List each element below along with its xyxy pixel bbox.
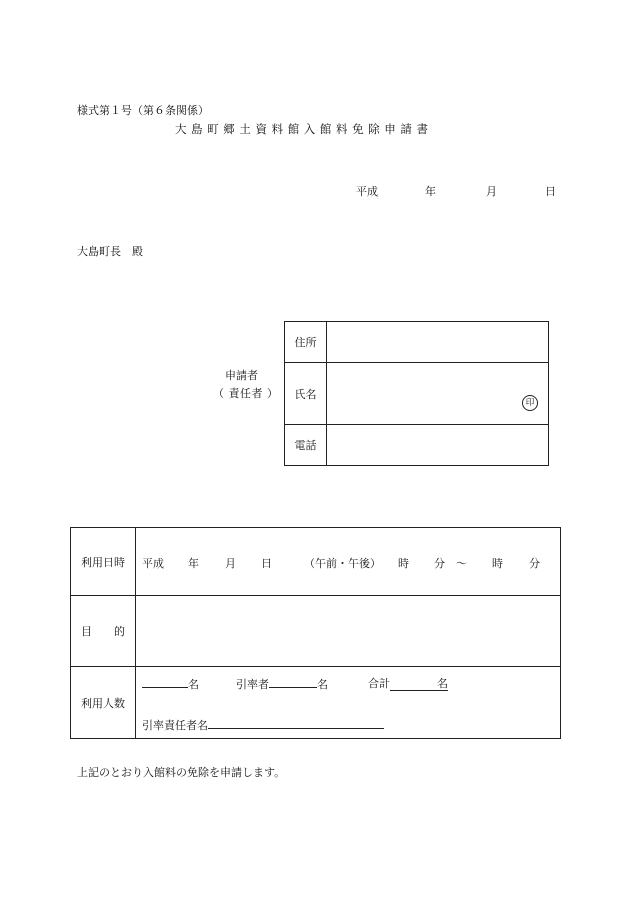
phone-label: 電話 [285, 425, 327, 466]
name-field[interactable] [327, 363, 549, 425]
dt-minute-start: 分 [434, 557, 445, 570]
dt-year: 年 [188, 557, 199, 570]
total-count-blank[interactable] [390, 675, 437, 687]
document-title: 大島町郷土資料館入館料免除申請書 [175, 122, 433, 136]
date-day-label: 日 [545, 185, 556, 198]
dt-tilde: ～ [456, 557, 467, 570]
date-year-label: 年 [425, 185, 436, 198]
address-label: 住所 [285, 322, 327, 363]
count-unit-2: 名 [317, 678, 328, 691]
usage-table [70, 527, 561, 739]
dt-day: 日 [261, 557, 272, 570]
dt-era: 平成 [142, 557, 164, 570]
count-field[interactable] [136, 667, 561, 739]
datetime-field[interactable] [136, 528, 561, 596]
leader-name-label: 引率責任者名 [142, 719, 208, 732]
leader-label: 引率者 [236, 678, 269, 691]
name-label: 氏名 [285, 363, 327, 425]
leader-name-blank[interactable] [208, 716, 384, 729]
closing-statement: 上記のとおり入館料の免除を申請します。 [77, 766, 286, 779]
applicant-sublabel: （ 責任者 ） [213, 387, 279, 400]
addressee: 大島町長 殿 [77, 245, 143, 258]
dt-hour-start: 時 [398, 557, 409, 570]
seal-icon: 印 [522, 395, 538, 411]
leader-count-blank[interactable] [269, 675, 317, 688]
dt-hour-end: 時 [492, 557, 503, 570]
date-month-label: 月 [486, 185, 497, 198]
form-number: 様式第１号（第６条関係） [77, 104, 209, 117]
purpose-label: 目 的 [71, 596, 136, 667]
phone-field[interactable] [327, 425, 549, 466]
date-era: 平成 [356, 185, 378, 198]
dt-ampm: （午前・午後） [304, 557, 381, 570]
count-label: 利用人数 [71, 667, 136, 739]
count-unit-1: 名 [188, 678, 199, 691]
address-field[interactable] [327, 322, 549, 363]
datetime-label: 利用日時 [71, 528, 136, 596]
dt-minute-end: 分 [529, 557, 540, 570]
purpose-field[interactable] [136, 596, 561, 667]
count-unit-3: 名 [437, 677, 448, 690]
total-label: 合計 [368, 677, 390, 690]
count-blank-1[interactable] [142, 675, 188, 688]
dt-month: 月 [225, 557, 236, 570]
applicant-label: 申請者 [225, 369, 258, 382]
applicant-table [284, 321, 549, 466]
